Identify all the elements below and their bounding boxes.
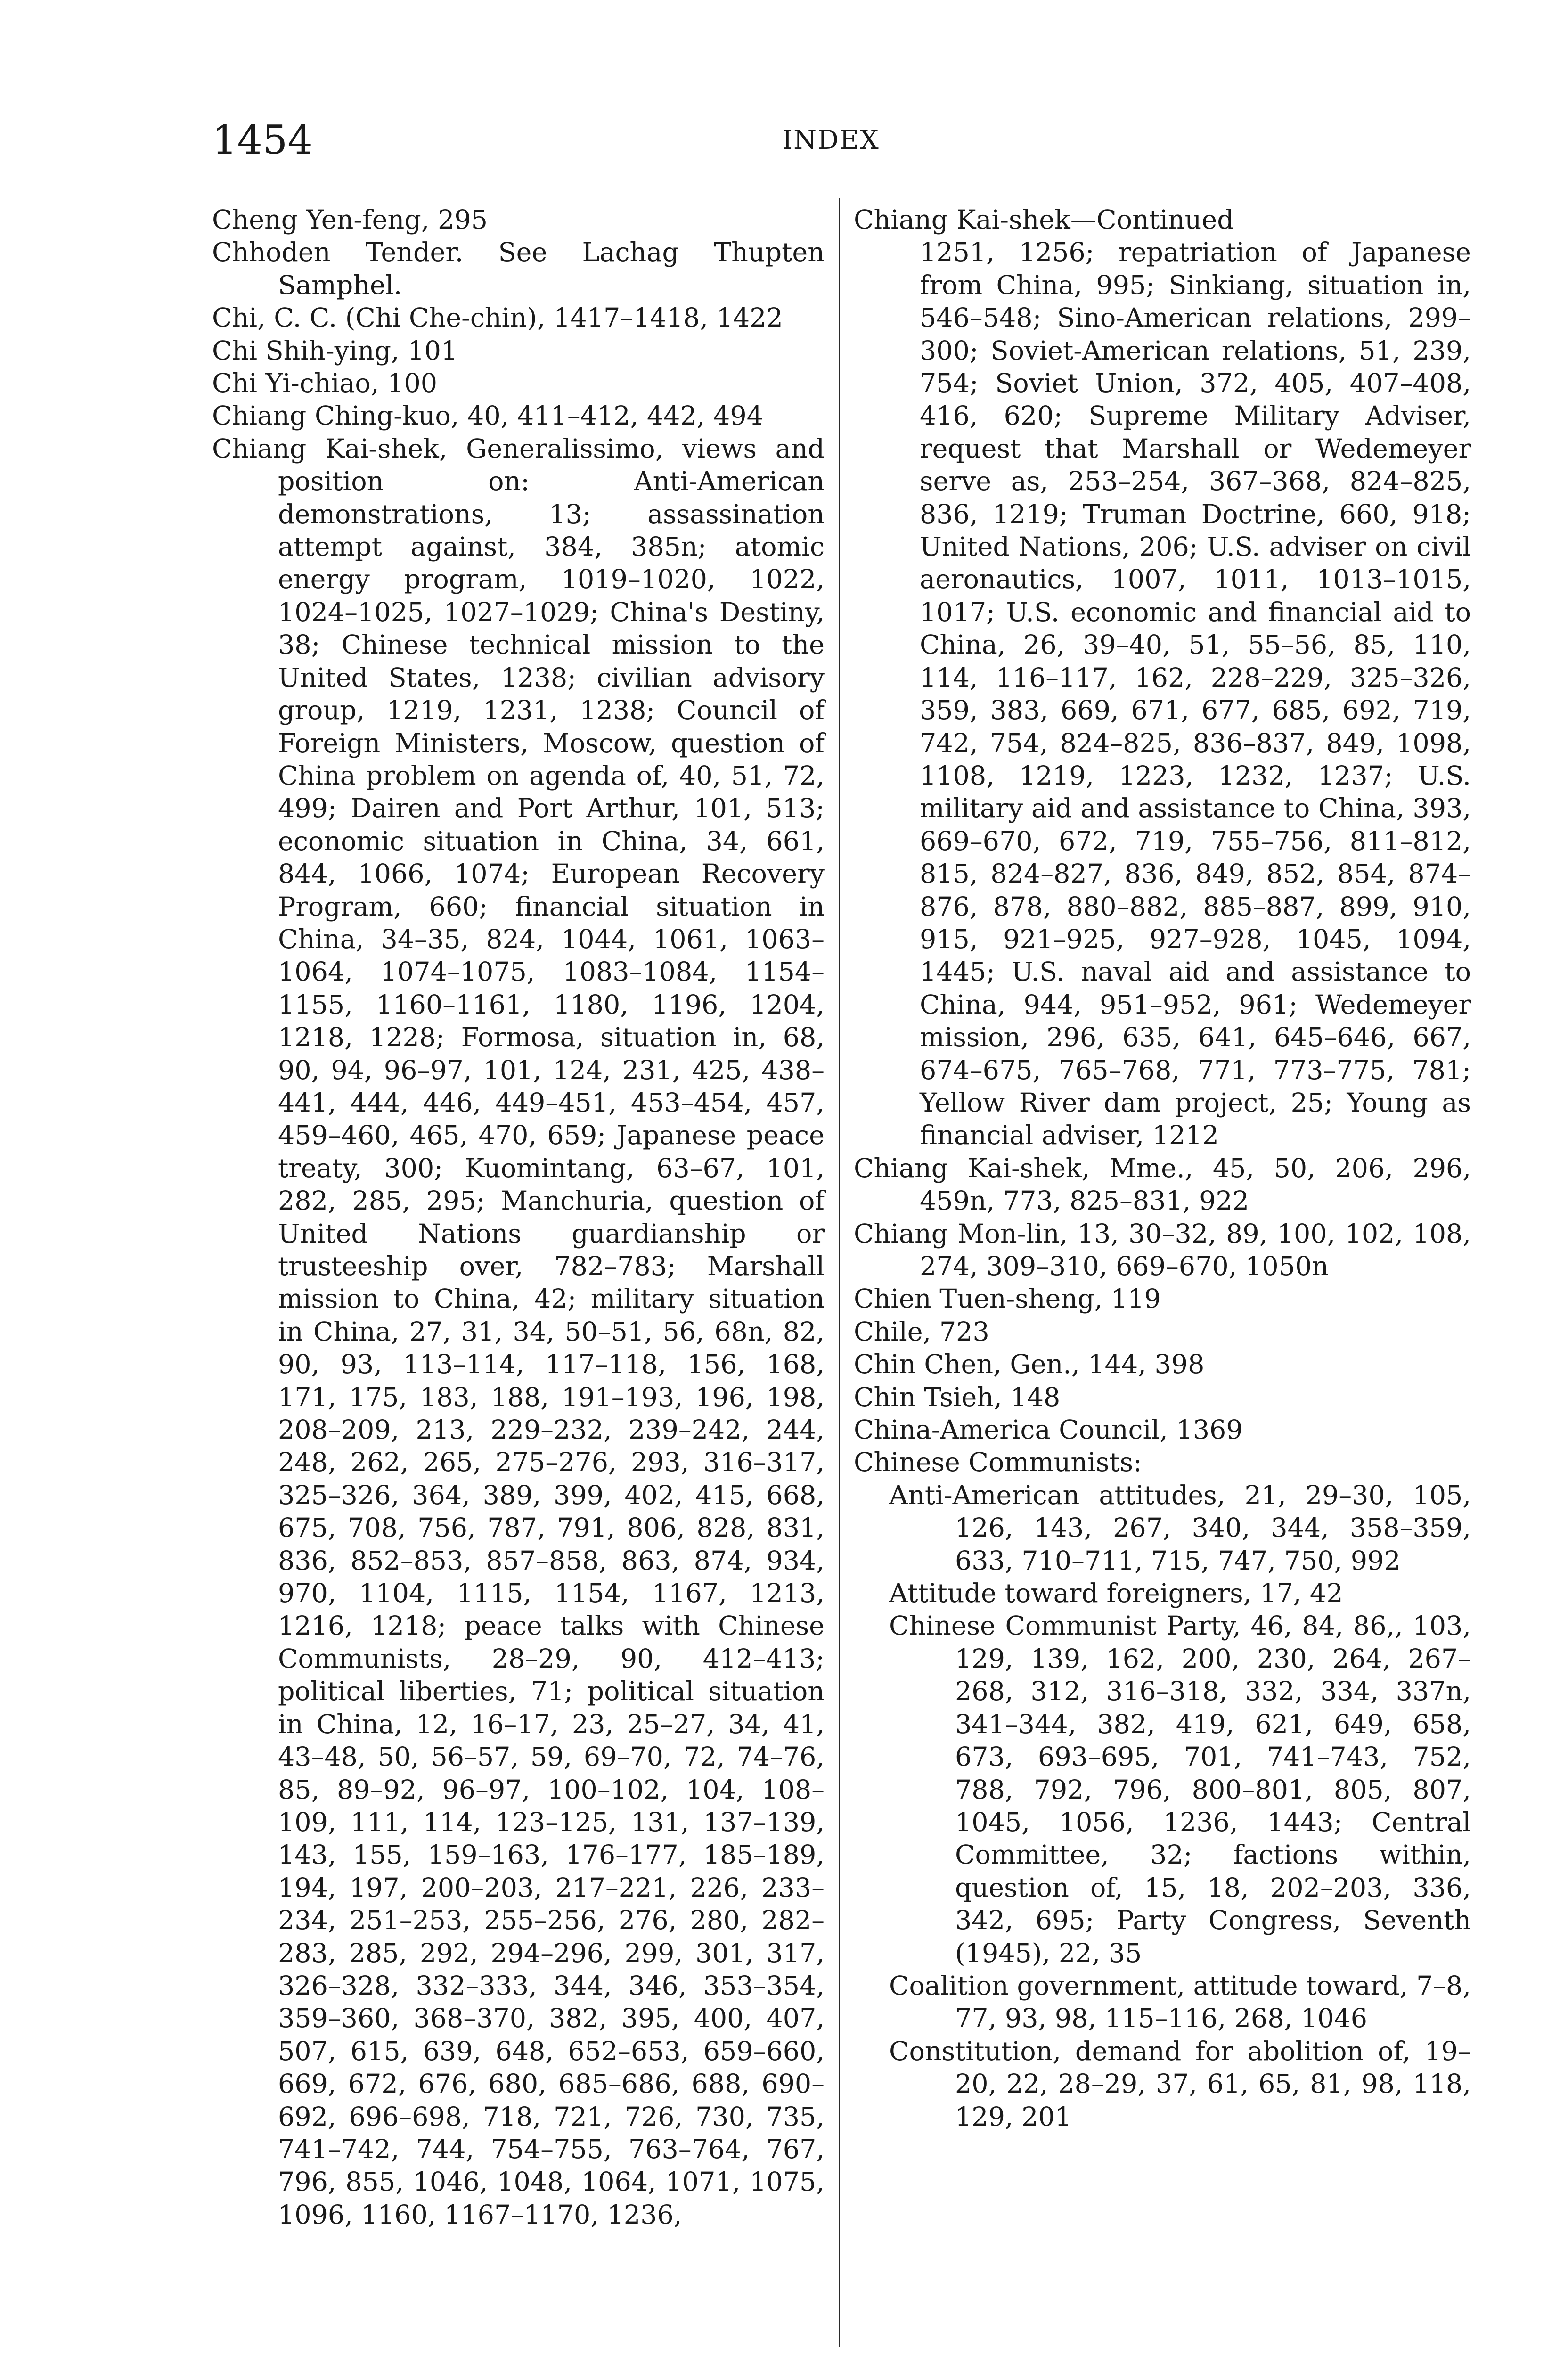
index-subentry: Coalition government, attitude toward, 7–8, 77, 93, 98, 115–116, 268, 1046 — [889, 1970, 1471, 2034]
index-entry: Chiang Ching-kuo, 40, 411–412, 442, 494 — [212, 401, 763, 432]
index-entry: Chi, C. C. (Chi Che-chin), 1417–1418, 1422 — [212, 303, 783, 334]
index-subentry: Constitution, demand for abolition of, 19–20, 22, 28–29, 37, 61, 65, 81, 98, 118, 129, 201 — [889, 2036, 1471, 2132]
index-entry: Chin Chen, Gen., 144, 398 — [854, 1349, 1205, 1380]
continued-text: 1251, 1256; repatriation of Japanese from China, 995; Sinkiang, situation in, 546–548; Sino-American relations, 299–300; Soviet-American relations, 51, 239, 754; Soviet Union, 372, 405, 407–408, 416, 620; Supreme Military Adviser, request that Marshall or Wedemeyer serve as, 253–254, 367–368, 824–825, 836, 1219; Truman Doctrine, 660, 918; United Nations, 206; U.S. adviser on civil aeronautics, 1007, 1011, 1013–1015, 1017; U.S. economic and financial aid to China, 26, 39–40, 51, 55–56, 85, 110, 114, 116–117, 162, 228–229, 325–326, 359, 383, 669, 671, 677, 685, 692, 719, 742, 754, 824–825, 836–837, 849, 1098, 1108, 1219, 1223, 1232, 1237; U.S. military aid and assistance to China, 393, 669–670, 672, 719, 755–756, 811–812, 815, 824–827, 836, 849, 852, 854, 874–876, 878, 880–882, 885–887, 899, 910, 915, 921–925, 927–928, 1045, 1094, 1445; U.S. naval aid and assistance to China, 944, 951–952, 961; Wedemeyer mission, 296, 635, 641, 645–646, 667, 674–675, 765–768, 771, 773–775, 781; Yellow River dam project, 25; Young as financial adviser, 1212 — [920, 237, 1471, 1151]
page-number: 1454 — [212, 117, 313, 163]
right-column — [854, 204, 1471, 2133]
index-entry: Chiang Kai-shek, Generalissimo, views and position on: Anti-American demonstrations, 13; assassination attempt against, 384, 385n; atomic energy program, 1019–1020, 1022, 1024–1025, 1027–1029; China's Destiny, 38; Chinese technical mission to the United States, 1238; civilian advisory group, 1219, 1231, 1238; Council of Foreign Ministers, Moscow, question of China problem on agenda of, 40, 51, 72, 499; Dairen and Port Arthur, 101, 513; economic situation in China, 34, 661, 844, 1066, 1074; European Recovery Program, 660; financial situation in China, 34–35, 824, 1044, 1061, 1063–1064, 1074–1075, 1083–1084, 1154–1155, 1160–1161, 1180, 1196, 1204, 1218, 1228; Formosa, situation in, 68, 90, 94, 96–97, 101, 124, 231, 425, 438–441, 444, 446, 449–451, 453–454, 457, 459–460, 465, 470, 659; Japanese peace treaty, 300; Kuomintang, 63–67, 101, 282, 285, 295; Manchuria, question of United Nations guardianship or trusteeship over, 782–783; Marshall mission to China, 42; military situation in China, 27, 31, 34, 50–51, 56, 68n, 82, 90, 93, 113–114, 117–118, 156, 168, 171, 175, 183, 188, 191–193, 196, 198, 208–209, 213, 229–232, 239–242, 244, 248, 262, 265, 275–276, 293, 316–317, 325–326, 364, 389, 399, 402, 415, 668, 675, 708, 756, 787, 791, 806, 828, 831, 836, 852–853, 857–858, 863, 874, 934, 970, 1104, 1115, 1154, 1167, 1213, 1216, 1218; peace talks with Chinese Communists, 28–29, 90, 412–413; political liberties, 71; political situation in China, 12, 16–17, 23, 25–27, 34, 41, 43–48, 50, 56–57, 59, 69–70, 72, 74–76, 85, 89–92, 96–97, 100–102, 104, 108–109, 111, 114, 123–125, 131, 137–139, 143, 155, 159–163, 176–177, 185–189, 194, 197, 200–203, 217–221, 226, 233–234, 251–253, 255–256, 276, 280, 282–283, 285, 292, 294–296, 299, 301, 317, 326–328, 332–333, 344, 346, 353–354, 359–360, 368–370, 382, 395, 400, 407, 507, 615, 639, 648, 652–653, 659–660, 669, 672, 676, 680, 685–686, 688, 690–692, 696–698, 718, 721, 726, 730, 735, 741–742, 744, 754–755, 763–764, 767, 796, 855, 1046, 1048, 1064, 1071, 1075, 1096, 1160, 1167–1170, 1236, — [212, 433, 825, 2230]
running-head: INDEX — [782, 125, 880, 155]
index-entry: Chi Shih-ying, 101 — [212, 335, 458, 366]
continued-heading: Chiang Kai-shek—Continued — [854, 205, 1234, 235]
index-entry: China-America Council, 1369 — [854, 1415, 1243, 1446]
index-entry: Chiang Kai-shek, Mme., 45, 50, 206, 296, 459n, 773, 825–831, 922 — [854, 1153, 1471, 1217]
left-column — [212, 204, 825, 2231]
column-divider — [839, 198, 840, 2347]
index-subentry: Attitude toward foreigners, 17, 42 — [889, 1578, 1343, 1609]
index-entry: Chien Tuen-sheng, 119 — [854, 1284, 1161, 1315]
index-entry: Cheng Yen-feng, 295 — [212, 205, 488, 235]
index-entry: Chhoden Tender. See Lachag Thupten Samphel. — [212, 237, 825, 301]
index-entry: Chiang Mon-lin, 13, 30–32, 89, 100, 102, 108, 274, 309–310, 669–670, 1050n — [854, 1218, 1471, 1282]
index-subentry: Chinese Communist Party, 46, 84, 86,, 103, 129, 139, 162, 200, 230, 264, 267–268, 312, 316–318, 332, 334, 337n, 341–344, 382, 419, 621, 649, 658, 673, 693–695, 701, 741–743, 752, 788, 792, 796, 800–801, 805, 807, 1045, 1056, 1236, 1443; Central Committee, 32; factions within, question of, 15, 18, 202–203, 336, 342, 695; Party Congress, Seventh (1945), 22, 35 — [889, 1611, 1471, 1969]
index-entry: Chi Yi-chiao, 100 — [212, 368, 438, 399]
index-subentry: Anti-American attitudes, 21, 29–30, 105, 126, 143, 267, 340, 344, 358–359, 633, 710–711, 715, 747, 750, 992 — [889, 1480, 1471, 1576]
index-entry: Chinese Communists: — [854, 1447, 1142, 1478]
index-entry: Chin Tsieh, 148 — [854, 1382, 1061, 1413]
index-entry: Chile, 723 — [854, 1316, 989, 1347]
